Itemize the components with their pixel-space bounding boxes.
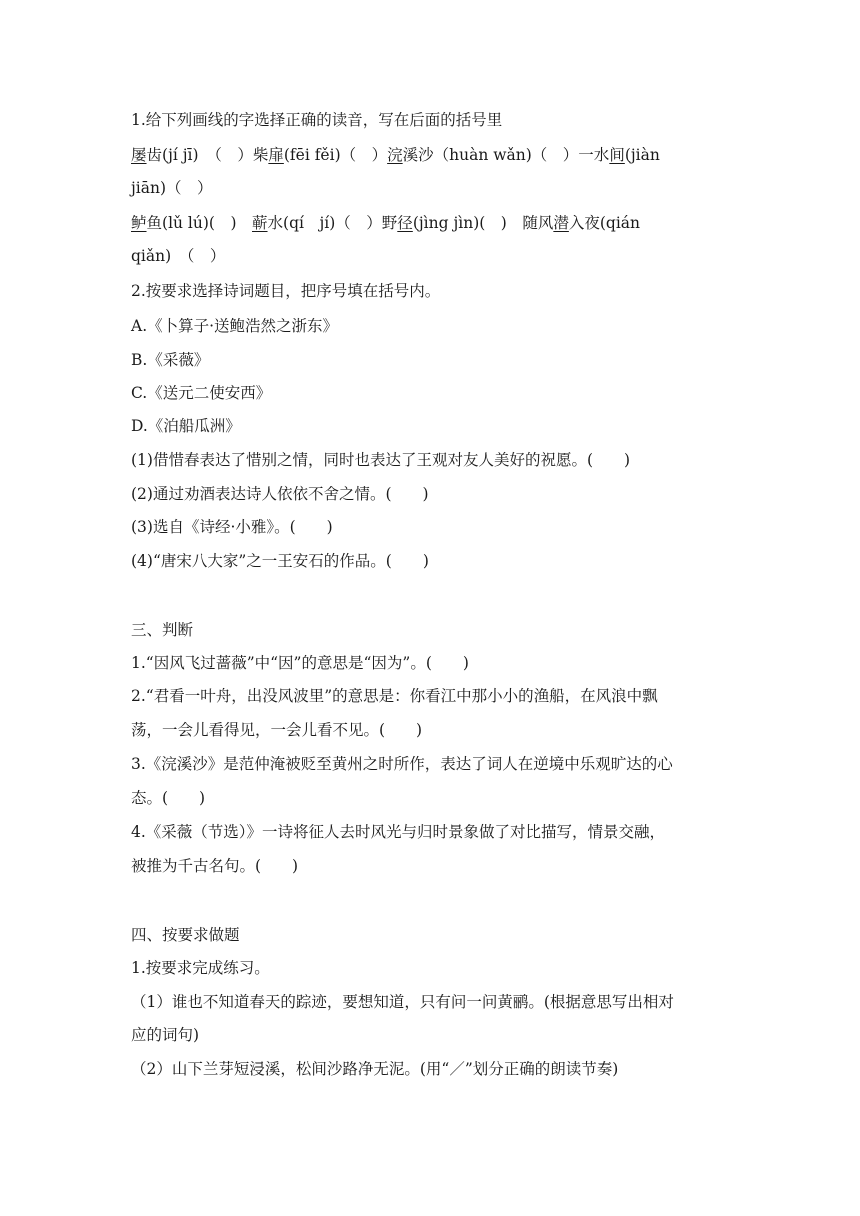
q2-prompt: 2.按要求选择诗词题目，把序号填在括号内。	[131, 282, 441, 300]
option-d: D.《泊船瓜洲》	[131, 417, 241, 435]
underlined-char: 间	[609, 146, 625, 164]
q1-row-1-cont: jiān)（ ）	[131, 179, 213, 197]
task-item: （1）谁也不知道春天的踪迹，要想知道，只有问一问黄鹂。(根据意思写出相对	[131, 993, 674, 1011]
sub-question-3: (3)选自《诗经·小雅》。( )	[131, 518, 333, 536]
sub-question-1: (1)借惜春表达了惜别之情，同时也表达了王观对友人美好的祝愿。( )	[131, 451, 631, 469]
underlined-char: 蕲	[252, 214, 268, 232]
q1-item-6: 蕲水(qí jí)（ ）	[252, 214, 382, 232]
option-b: B.《采薇》	[131, 351, 210, 369]
underlined-char: 鲈	[131, 214, 147, 232]
judge-item-cont: 被推为千古名句。( )	[131, 857, 299, 875]
judge-item: 3.《浣溪沙》是范仲淹被贬至黄州之时所作，表达了词人在逆境中乐观旷达的心	[131, 755, 673, 773]
judge-item: 1.“因风飞过蔷薇”中“因”的意思是“因为”。( )	[131, 654, 469, 672]
judge-item-cont: 荡，一会儿看得见，一会儿看不见。( )	[131, 721, 423, 739]
task-item: （2）山下兰芽短浸溪，松间沙路净无泥。(用“／”划分正确的朗读节奏)	[131, 1060, 619, 1078]
option-c: C.《送元二使安西》	[131, 384, 272, 402]
q1-item-8: 随风潜入夜(qián	[522, 214, 641, 232]
underlined-char: 浣	[387, 146, 403, 164]
q1-item-3: 浣溪沙（huàn wǎn)（ ）	[387, 146, 579, 164]
sub-question-4: (4)“唐宋八大家”之一王安石的作品。( )	[131, 552, 429, 570]
q1-row-2-cont: qiǎn) （ ）	[131, 247, 226, 265]
task-item: 1.按要求完成练习。	[131, 959, 270, 977]
option-a: A.《卜算子·送鲍浩然之浙东》	[131, 317, 339, 335]
underlined-char: 径	[397, 214, 413, 232]
q1-prompt: 1.给下列画线的字选择正确的读音，写在后面的括号里	[131, 111, 503, 129]
underlined-char: 潜	[553, 214, 569, 232]
section-4-heading: 四、按要求做题	[131, 926, 240, 944]
judge-item: 4.《采薇（节选）》一诗将征人去时风光与归时景象做了对比描写，情景交融，	[131, 823, 666, 841]
task-item-cont: 应的词句)	[131, 1026, 200, 1044]
judge-item-cont: 态。( )	[131, 789, 206, 807]
q1-item-2: 柴扉(fēi fěi)（ ）	[252, 146, 388, 164]
q1-item-1: 屡齿(jí jī) （ ）	[131, 146, 253, 164]
q1-item-4: 一水间(jiàn	[578, 146, 660, 164]
q1-row-1	[131, 145, 731, 165]
underlined-char: 扉	[268, 146, 284, 164]
underlined-char: 屡	[131, 146, 147, 164]
q1-item-7: 野径(jìng jìn)( )	[381, 214, 523, 232]
q1-item-5: 鲈鱼(lǔ lú)( )	[131, 214, 253, 232]
sub-question-2: (2)通过劝酒表达诗人依依不舍之情。( )	[131, 485, 429, 503]
judge-item: 2.“君看一叶舟，出没风波里”的意思是：你看江中那小小的渔船，在风浪中飘	[131, 687, 658, 705]
section-3-heading: 三、判断	[131, 621, 194, 639]
q1-row-2	[131, 213, 731, 233]
